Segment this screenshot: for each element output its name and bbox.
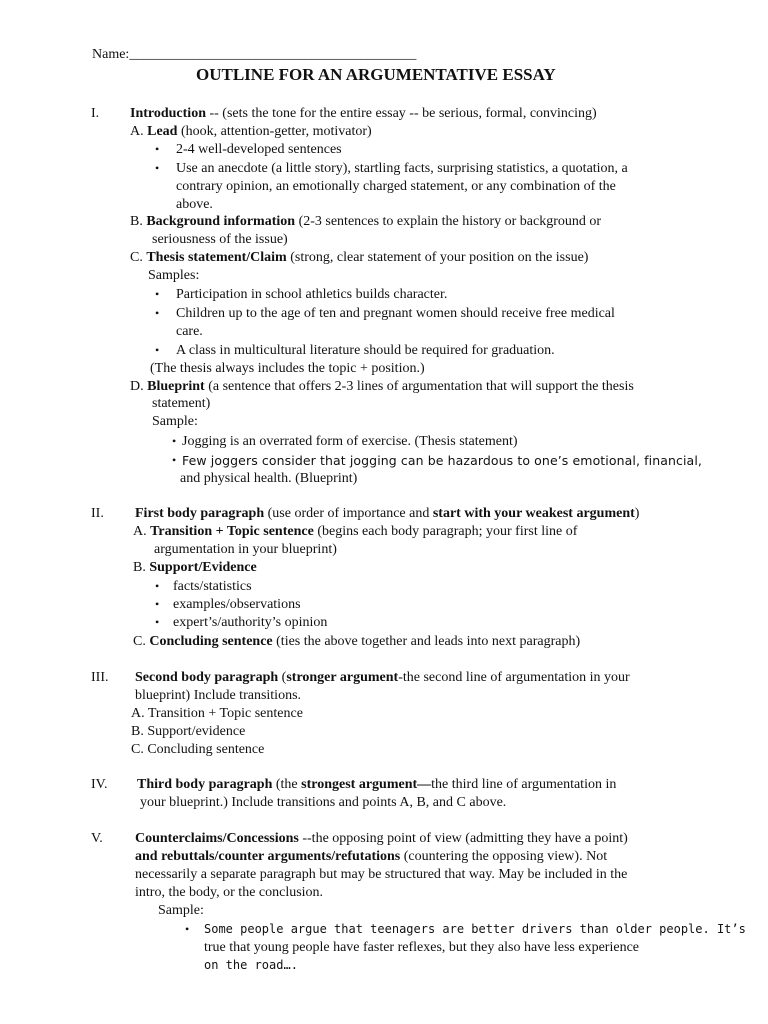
- background-item: B. Background information (2-3 sentences to explain the history or background or: [130, 214, 602, 229]
- lead-bullet-2-cont: contrary opinion, an emotionally charged statement, or any combination of the: [176, 179, 616, 194]
- transition-item: A. Transition + Topic sentence (begins each body paragraph; your first line of: [133, 524, 578, 539]
- section-2-number: II.: [91, 506, 104, 521]
- section-5-line-4: intro, the body, or the conclusion.: [135, 885, 324, 900]
- bullet-icon: •: [155, 287, 160, 301]
- bullet-icon: •: [155, 597, 160, 611]
- thesis-sample-2-cont: care.: [176, 324, 203, 339]
- support-bullet-3: expert’s/authority’s opinion: [173, 615, 328, 630]
- section-5-heading: Counterclaims/Concessions --the opposing point of view (admitting they have a point): [135, 831, 628, 846]
- bullet-icon: •: [155, 161, 160, 175]
- support-item: B. Support/Evidence: [133, 560, 257, 575]
- section-3-item-a: A. Transition + Topic sentence: [131, 706, 303, 721]
- section-4-number: IV.: [91, 777, 108, 792]
- section-3-cont: blueprint) Include transitions.: [135, 688, 302, 703]
- thesis-sample-1: Participation in school athletics builds character.: [176, 287, 448, 302]
- section-3-item-b: B. Support/evidence: [131, 724, 246, 739]
- section-5-number: V.: [91, 831, 103, 846]
- lead-bullet-2-cont: above.: [176, 197, 213, 212]
- blueprint-item-cont: statement): [152, 396, 211, 411]
- bullet-icon: •: [172, 453, 177, 467]
- section-4-cont: your blueprint.) Include transitions and points A, B, and C above.: [140, 795, 507, 810]
- blueprint-item: D. Blueprint (a sentence that offers 2-3 lines of argumentation that will support the thesis: [130, 379, 634, 394]
- blueprint-sample-2: Few joggers consider that jogging can be hazardous to one’s emotional, financial,: [182, 453, 702, 468]
- name-blank: _________________________________________: [129, 47, 417, 62]
- page-title: OUTLINE FOR AN ARGUMENTATIVE ESSAY: [196, 65, 556, 84]
- bullet-icon: •: [155, 142, 160, 156]
- lead-bullet-1: 2-4 well-developed sentences: [176, 142, 342, 157]
- samples-label: Samples:: [148, 268, 200, 283]
- concluding-item: C. Concluding sentence (ties the above together and leads into next paragraph): [133, 634, 581, 649]
- support-bullet-2: examples/observations: [173, 597, 301, 612]
- section-3-heading: Second body paragraph (stronger argument-the second line of argumentation in your: [135, 670, 630, 685]
- background-item-cont: seriousness of the issue): [152, 232, 288, 247]
- bullet-icon: •: [185, 922, 190, 936]
- transition-item-cont: argumentation in your blueprint): [154, 542, 337, 557]
- section-5-line-2: and rebuttals/counter arguments/refutations (countering the opposing view). Not: [135, 849, 608, 864]
- bullet-icon: •: [155, 579, 160, 593]
- section-3-item-c: C. Concluding sentence: [131, 742, 265, 757]
- sample-label: Sample:: [158, 903, 204, 918]
- bullet-icon: •: [155, 343, 160, 357]
- support-bullet-1: facts/statistics: [173, 579, 252, 594]
- section-4-heading: Third body paragraph (the strongest argument—the third line of argumentation in: [137, 777, 617, 792]
- thesis-note: (The thesis always includes the topic + position.): [150, 361, 425, 376]
- counterclaim-sample-1: Some people argue that teenagers are better drivers than older people. It’s: [204, 922, 746, 936]
- thesis-sample-2: Children up to the age of ten and pregnant women should receive free medical: [176, 306, 615, 321]
- section-2-heading: First body paragraph (use order of importance and start with your weakest argument): [135, 506, 640, 521]
- thesis-item: C. Thesis statement/Claim (strong, clear statement of your position on the issue): [130, 250, 589, 265]
- name-field-line: [92, 46, 416, 63]
- bullet-icon: •: [172, 434, 177, 448]
- bullet-icon: •: [155, 306, 160, 320]
- thesis-sample-3: A class in multicultural literature should be required for graduation.: [176, 343, 555, 358]
- blueprint-sample-1: Jogging is an overrated form of exercise. (Thesis statement): [182, 434, 518, 449]
- section-1-heading: Introduction -- (sets the tone for the entire essay -- be serious, formal, convincing): [130, 106, 597, 121]
- section-5-line-3: necessarily a separate paragraph but may be structured that way. May be included in the: [135, 867, 628, 882]
- lead-bullet-2: Use an anecdote (a little story), startling facts, surprising statistics, a quotation, a: [176, 161, 628, 176]
- lead-item: A. Lead (hook, attention-getter, motivator): [130, 124, 372, 139]
- counterclaim-sample-2: true that young people have faster reflexes, but they also have less experience: [204, 940, 639, 955]
- section-1-number: I.: [91, 106, 100, 121]
- sample-label: Sample:: [152, 414, 198, 429]
- name-label: Name:: [92, 47, 130, 62]
- bullet-icon: •: [155, 615, 160, 629]
- blueprint-sample-2-cont: and physical health. (Blueprint): [180, 471, 358, 486]
- section-3-number: III.: [91, 670, 109, 685]
- counterclaim-sample-3: on the road….: [204, 958, 298, 972]
